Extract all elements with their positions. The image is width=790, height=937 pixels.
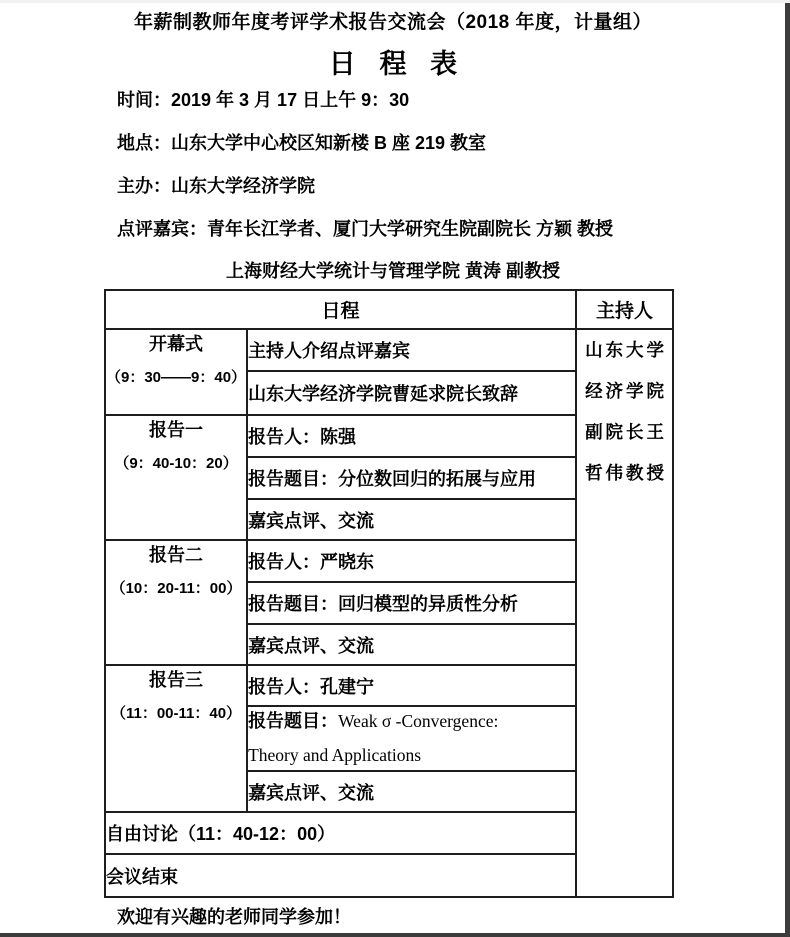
info-block (117, 86, 613, 258)
host-line: 山东大学 (585, 340, 668, 360)
topic-line1 (248, 707, 575, 733)
session-name: 报告二 (149, 545, 204, 565)
session-time: （10：20-11：00） (110, 580, 242, 597)
agenda-item: 主持人介绍点评嘉宾 (247, 329, 576, 371)
header-schedule: 日程 (105, 290, 576, 329)
host-line: 哲伟教授 (585, 463, 668, 483)
session-report1 (105, 415, 247, 540)
window-edge-right (785, 3, 790, 937)
session-name: 报告一 (149, 420, 204, 440)
schedule-table (104, 289, 674, 898)
free-discussion-row: 自由讨论（11：40-12：00） (105, 812, 576, 854)
info-guests-line1: 点评嘉宾：青年长江学者、厦门大学研究生院副院长 方颖 教授 (117, 219, 613, 239)
agenda-item: 报告人：陈强 (247, 415, 576, 457)
session-time: （9：30——9：40） (106, 369, 247, 386)
info-organizer: 主办：山东大学经济学院 (117, 176, 315, 196)
window-edge-bottom (0, 933, 790, 937)
info-guests-line2: 上海财经大学统计与管理学院 黄涛 副教授 (225, 261, 560, 281)
session-time: （9：40-10：20） (114, 455, 238, 472)
document-title: 年薪制教师年度考评学术报告交流会（2018 年度，计量组） (133, 12, 653, 33)
agenda-item: 报告题目：回归模型的异质性分析 (247, 582, 576, 624)
session-report2 (105, 540, 247, 665)
agenda-item: 嘉宾点评、交流 (247, 499, 576, 540)
host-cell (576, 329, 673, 897)
agenda-item: 报告人：孔建宁 (247, 665, 576, 706)
table-row (105, 329, 673, 371)
session-name: 报告三 (149, 670, 204, 690)
topic-english-part1: Weak σ -Convergence: (338, 711, 499, 731)
footer-note: 欢迎有兴趣的老师同学参加！ (117, 907, 351, 927)
window-edge-top (0, 0, 790, 3)
header-host: 主持人 (576, 290, 673, 329)
session-time: （11：00-11：40） (110, 705, 242, 722)
info-time: 时间：2019 年 3 月 17 日上午 9：30 (117, 90, 410, 110)
topic-english-part2: Theory and Applications (248, 745, 422, 765)
session-report3 (105, 665, 247, 812)
host-line: 副院长王 (585, 422, 668, 442)
agenda-item-topic-en (247, 706, 576, 771)
agenda-item: 山东大学经济学院曹延求院长致辞 (247, 371, 576, 415)
meeting-end-row: 会议结束 (105, 854, 576, 897)
session-name: 开幕式 (149, 334, 204, 354)
topic-label: 报告题目： (248, 711, 339, 731)
agenda-item: 嘉宾点评、交流 (247, 624, 576, 665)
host-line: 经济学院 (585, 381, 668, 401)
session-opening (105, 329, 247, 415)
agenda-item: 报告题目：分位数回归的拓展与应用 (247, 457, 576, 499)
schedule-heading: 日 程 表 (328, 49, 466, 79)
agenda-item: 嘉宾点评、交流 (247, 771, 576, 812)
info-location: 地点：山东大学中心校区知新楼 B 座 219 教室 (117, 133, 487, 153)
table-header-row (105, 290, 673, 329)
agenda-item: 报告人：严晓东 (247, 540, 576, 582)
